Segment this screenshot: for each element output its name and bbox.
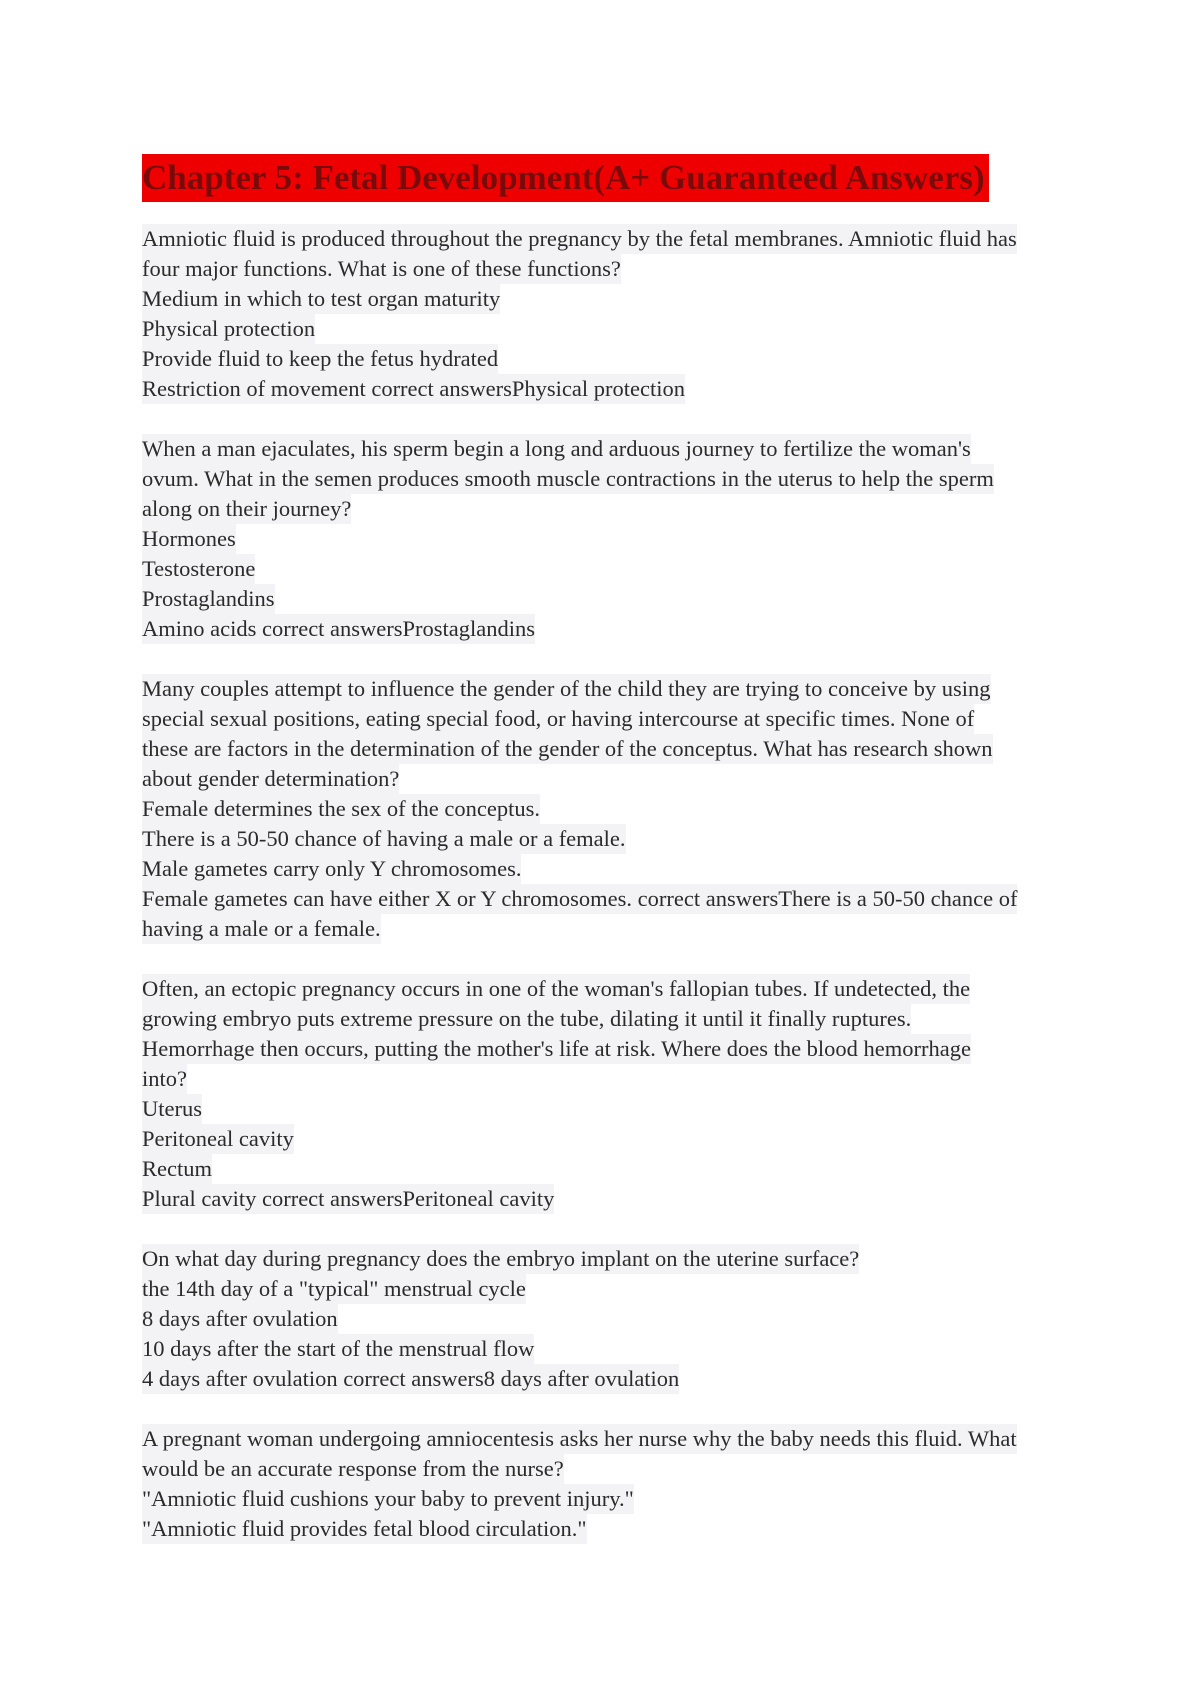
text-line: about gender determination?: [142, 764, 399, 794]
question-block: [142, 1424, 1072, 1544]
text-line: Testosterone: [142, 554, 255, 584]
text-row: [142, 794, 1072, 824]
text-line: the 14th day of a "typical" menstrual cycle: [142, 1274, 526, 1304]
text-row: [142, 374, 1072, 404]
question-block: [142, 674, 1072, 944]
chapter-title: Chapter 5: Fetal Development(A+ Guaranteed Answers): [142, 154, 989, 202]
text-row: [142, 764, 1072, 794]
question-block: [142, 974, 1072, 1214]
text-line: "Amniotic fluid provides fetal blood circulation.": [142, 1514, 587, 1544]
text-line: four major functions. What is one of these functions?: [142, 254, 621, 284]
text-line: along on their journey?: [142, 494, 351, 524]
text-line: A pregnant woman undergoing amniocentesis asks her nurse why the baby needs this fluid. What: [142, 1424, 1017, 1454]
text-line: There is a 50-50 chance of having a male or a female.: [142, 824, 626, 854]
document-page: [142, 154, 1072, 1574]
text-row: [142, 1184, 1072, 1214]
text-row: [142, 1454, 1072, 1484]
text-line: Physical protection: [142, 314, 315, 344]
text-row: [142, 464, 1072, 494]
question-block: [142, 224, 1072, 404]
text-row: [142, 1304, 1072, 1334]
text-line: "Amniotic fluid cushions your baby to prevent injury.": [142, 1484, 634, 1514]
text-row: [142, 914, 1072, 944]
text-line: Medium in which to test organ maturity: [142, 284, 500, 314]
text-line: ovum. What in the semen produces smooth muscle contractions in the uterus to help the sperm: [142, 464, 994, 494]
text-row: [142, 344, 1072, 374]
text-line: Plural cavity correct answersPeritoneal cavity: [142, 1184, 554, 1214]
text-line: Hemorrhage then occurs, putting the mother's life at risk. Where does the blood hemorrhage: [142, 1034, 971, 1064]
text-row: [142, 254, 1072, 284]
text-row: [142, 554, 1072, 584]
text-row: [142, 1274, 1072, 1304]
text-line: Male gametes carry only Y chromosomes.: [142, 854, 521, 884]
text-line: Amniotic fluid is produced throughout the pregnancy by the fetal membranes. Amniotic fluid has: [142, 224, 1017, 254]
question-list: [142, 224, 1072, 1544]
text-row: [142, 494, 1072, 524]
text-line: Provide fluid to keep the fetus hydrated: [142, 344, 498, 374]
text-line: Prostaglandins: [142, 584, 275, 614]
text-row: [142, 1124, 1072, 1154]
text-line: into?: [142, 1064, 187, 1094]
text-line: Female gametes can have either X or Y chromosomes. correct answersThere is a 50-50 chance of: [142, 884, 1017, 914]
text-row: [142, 1154, 1072, 1184]
text-line: Hormones: [142, 524, 236, 554]
text-line: special sexual positions, eating special food, or having intercourse at specific times. None of: [142, 704, 974, 734]
question-block: [142, 1244, 1072, 1394]
text-line: 8 days after ovulation: [142, 1304, 338, 1334]
text-row: [142, 704, 1072, 734]
text-row: [142, 734, 1072, 764]
text-row: [142, 314, 1072, 344]
text-line: Peritoneal cavity: [142, 1124, 294, 1154]
text-line: would be an accurate response from the nurse?: [142, 1454, 564, 1484]
text-row: [142, 224, 1072, 254]
text-line: Restriction of movement correct answersPhysical protection: [142, 374, 685, 404]
text-row: [142, 974, 1072, 1004]
text-row: [142, 614, 1072, 644]
text-line: Often, an ectopic pregnancy occurs in one of the woman's fallopian tubes. If undetected, the: [142, 974, 970, 1004]
text-row: [142, 1034, 1072, 1064]
text-row: [142, 1064, 1072, 1094]
text-row: [142, 584, 1072, 614]
text-row: [142, 284, 1072, 314]
text-row: [142, 1364, 1072, 1394]
text-row: [142, 524, 1072, 554]
text-row: [142, 1334, 1072, 1364]
text-line: When a man ejaculates, his sperm begin a long and arduous journey to fertilize the woman's: [142, 434, 971, 464]
text-row: [142, 434, 1072, 464]
text-row: [142, 884, 1072, 914]
text-line: these are factors in the determination of the gender of the conceptus. What has research shown: [142, 734, 993, 764]
text-line: 4 days after ovulation correct answers8 days after ovulation: [142, 1364, 679, 1394]
text-row: [142, 674, 1072, 704]
text-row: [142, 824, 1072, 854]
text-line: Female determines the sex of the conceptus.: [142, 794, 540, 824]
text-row: [142, 1514, 1072, 1544]
text-line: On what day during pregnancy does the embryo implant on the uterine surface?: [142, 1244, 859, 1274]
text-row: [142, 1244, 1072, 1274]
text-row: [142, 1484, 1072, 1514]
text-line: Amino acids correct answersProstaglandins: [142, 614, 535, 644]
text-row: [142, 1424, 1072, 1454]
question-block: [142, 434, 1072, 644]
text-line: Rectum: [142, 1154, 212, 1184]
text-line: 10 days after the start of the menstrual flow: [142, 1334, 534, 1364]
text-row: [142, 854, 1072, 884]
text-row: [142, 1094, 1072, 1124]
text-row: [142, 1004, 1072, 1034]
text-line: Many couples attempt to influence the gender of the child they are trying to conceive by using: [142, 674, 991, 704]
text-line: having a male or a female.: [142, 914, 381, 944]
text-line: Uterus: [142, 1094, 202, 1124]
text-line: growing embryo puts extreme pressure on the tube, dilating it until it finally ruptures.: [142, 1004, 911, 1034]
